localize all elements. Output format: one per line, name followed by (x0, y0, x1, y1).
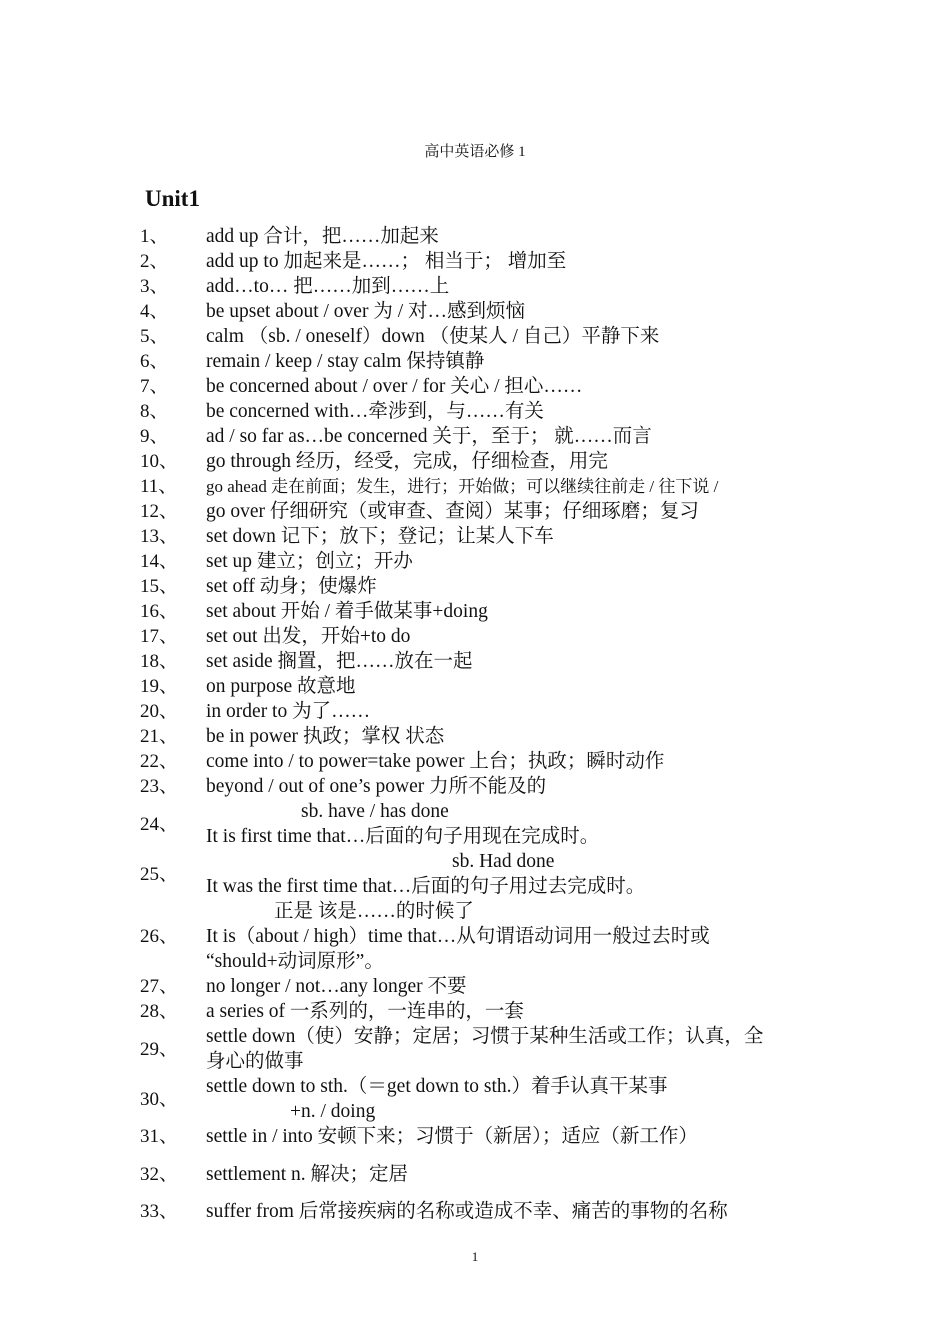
item-number: 12、 (140, 501, 179, 522)
item-line: set out 出发，开始+to do (206, 626, 411, 647)
list-item (0, 1162, 950, 1199)
list-item (0, 324, 950, 349)
list-item (0, 974, 950, 999)
item-line: beyond / out of one’s power 力所不能及的 (206, 776, 547, 797)
list-item (0, 799, 950, 849)
item-text (206, 774, 811, 799)
list-item (0, 774, 950, 799)
item-text (206, 349, 811, 374)
item-number: 30、 (140, 1088, 179, 1110)
item-text (206, 1074, 811, 1124)
item-text (206, 974, 811, 999)
item-number: 3、 (140, 276, 169, 297)
list-item (0, 274, 950, 299)
item-line: be in power 执政；掌权 状态 (206, 726, 445, 747)
page-number: 1 (471, 1249, 479, 1264)
item-line: set about 开始 / 着手做某事+doing (206, 601, 488, 622)
page-header: 高中英语必修 1 (424, 144, 526, 160)
item-number: 22、 (140, 751, 179, 772)
list-item (0, 724, 950, 749)
item-text (206, 649, 811, 674)
item-line: be concerned about / over / for 关心 / 担心…… (206, 376, 583, 397)
item-text (206, 699, 811, 724)
item-text (206, 1024, 811, 1074)
list-item (0, 624, 950, 649)
item-line: ad / so far as…be concerned 关于，至于； 就……而言 (206, 426, 652, 447)
item-text (206, 449, 811, 474)
item-number: 27、 (140, 976, 179, 997)
item-number: 14、 (140, 551, 179, 572)
list-item (0, 1124, 950, 1162)
item-line: settlement n. 解决；定居 (206, 1164, 409, 1185)
item-text (206, 599, 811, 624)
item-text (206, 724, 811, 749)
item-line: add up to 加起来是……； 相当于； 增加至 (206, 251, 567, 272)
item-line: set off 动身；使爆炸 (206, 576, 377, 597)
item-text (206, 899, 811, 974)
list-item (0, 1024, 950, 1074)
item-text (206, 499, 811, 524)
item-number: 28、 (140, 1001, 179, 1022)
item-number: 8、 (140, 401, 169, 422)
item-line: come into / to power=take power 上台；执政；瞬时动作 (206, 751, 665, 772)
item-number: 9、 (140, 426, 169, 447)
item-number: 18、 (140, 651, 179, 672)
item-number: 32、 (140, 1164, 179, 1185)
list-item (0, 999, 950, 1024)
item-line: calm （sb. / oneself）down （使某人 / 自己）平静下来 (206, 326, 660, 347)
item-line: “should+动词原形”。 (206, 951, 384, 972)
list-item (0, 449, 950, 474)
list-item (0, 349, 950, 374)
item-text (206, 299, 811, 324)
item-line: add up 合计，把……加起来 (206, 226, 439, 247)
item-line: go over 仔细研究（或审查、查阅）某事；仔细琢磨；复习 (206, 501, 699, 522)
item-line: on purpose 故意地 (206, 676, 356, 697)
list-item (0, 249, 950, 274)
item-line: go ahead 走在前面；发生，进行；开始做；可以继续往前走 / 往下说 / (206, 477, 719, 496)
list-item (0, 299, 950, 324)
item-line: no longer / not…any longer 不要 (206, 976, 467, 997)
item-number: 20、 (140, 701, 179, 722)
item-text (206, 424, 811, 449)
list-item (0, 674, 950, 699)
item-number: 4、 (140, 301, 169, 322)
item-line: sb. have / has done (301, 801, 449, 822)
list-item (0, 524, 950, 549)
item-line: be upset about / over 为 / 对…感到烦恼 (206, 301, 525, 322)
list-item (0, 1074, 950, 1124)
item-number: 5、 (140, 326, 169, 347)
item-text (206, 274, 811, 299)
item-text (206, 849, 811, 899)
item-text (206, 999, 811, 1024)
item-line: suffer from 后常接疾病的名称或造成不幸、痛苦的事物的名称 (206, 1201, 728, 1222)
item-text (206, 474, 811, 499)
list-item (0, 899, 950, 974)
item-number: 31、 (140, 1126, 179, 1147)
item-line: It is（about / high）time that…从句谓语动词用一般过去时或 (206, 926, 710, 947)
list-item (0, 224, 950, 249)
list-item (0, 699, 950, 724)
item-number: 21、 (140, 726, 179, 747)
item-number: 10、 (140, 451, 179, 472)
list-item (0, 399, 950, 424)
item-line: in order to 为了…… (206, 701, 371, 722)
item-number: 6、 (140, 351, 169, 372)
item-line: It is first time that…后面的句子用现在完成时。 (206, 826, 600, 847)
item-number: 17、 (140, 626, 179, 647)
item-line: set up 建立；创立；开办 (206, 551, 413, 572)
item-number: 7、 (140, 376, 169, 397)
item-text (206, 799, 811, 849)
item-number: 15、 (140, 576, 179, 597)
item-text (206, 624, 811, 649)
item-text (206, 249, 811, 274)
item-line: remain / keep / stay calm 保持镇静 (206, 351, 485, 372)
list-item (0, 649, 950, 674)
item-text (206, 674, 811, 699)
item-number: 11、 (140, 476, 178, 497)
item-line: sb. Had done (452, 851, 555, 872)
item-line: go through 经历，经受，完成，仔细检查，用完 (206, 451, 608, 472)
list-item (0, 424, 950, 449)
item-text (206, 549, 811, 574)
list-item (0, 574, 950, 599)
list-item (0, 1199, 950, 1224)
item-line: It was the first time that…后面的句子用过去完成时。 (206, 876, 646, 897)
list-item (0, 599, 950, 624)
item-line: 身心的做事 (206, 1051, 304, 1072)
item-number: 16、 (140, 601, 179, 622)
unit-title: Unit1 (145, 186, 200, 211)
item-text (206, 574, 811, 599)
item-number: 33、 (140, 1201, 179, 1222)
list-item (0, 374, 950, 399)
list-item (0, 499, 950, 524)
item-line: add…to… 把……加到……上 (206, 276, 450, 297)
item-number: 26、 (140, 926, 179, 947)
item-number: 2、 (140, 251, 169, 272)
item-text (206, 324, 811, 349)
item-text (206, 399, 811, 424)
item-line: set aside 搁置，把……放在一起 (206, 651, 473, 672)
item-text (206, 1162, 811, 1187)
item-number: 1、 (140, 226, 169, 247)
item-text (206, 1124, 811, 1149)
item-line: settle down to sth.（＝get down to sth.）着手认真干某事 (206, 1076, 668, 1097)
list-item (0, 474, 950, 499)
item-number: 23、 (140, 776, 179, 797)
item-line: 正是 该是……的时候了 (274, 901, 474, 922)
item-line: a series of 一系列的，一连串的，一套 (206, 1001, 524, 1022)
item-text (206, 224, 811, 249)
item-text (206, 749, 811, 774)
item-line: +n. / doing (290, 1101, 376, 1122)
item-line: set down 记下；放下；登记；让某人下车 (206, 526, 554, 547)
item-text (206, 374, 811, 399)
phrase-list (0, 224, 950, 1224)
list-item (0, 549, 950, 574)
item-number: 25、 (140, 863, 179, 885)
item-text (206, 524, 811, 549)
item-number: 24、 (140, 813, 179, 835)
item-number: 19、 (140, 676, 179, 697)
item-line: be concerned with…牵涉到，与……有关 (206, 401, 544, 422)
item-text (206, 1199, 811, 1224)
item-number: 29、 (140, 1038, 179, 1060)
item-line: settle in / into 安顿下来；习惯于（新居）；适应（新工作） (206, 1126, 698, 1147)
list-item (0, 749, 950, 774)
item-number: 13、 (140, 526, 179, 547)
list-item (0, 849, 950, 899)
item-line: settle down（使）安静；定居；习惯于某种生活或工作；认真，全 (206, 1026, 764, 1047)
